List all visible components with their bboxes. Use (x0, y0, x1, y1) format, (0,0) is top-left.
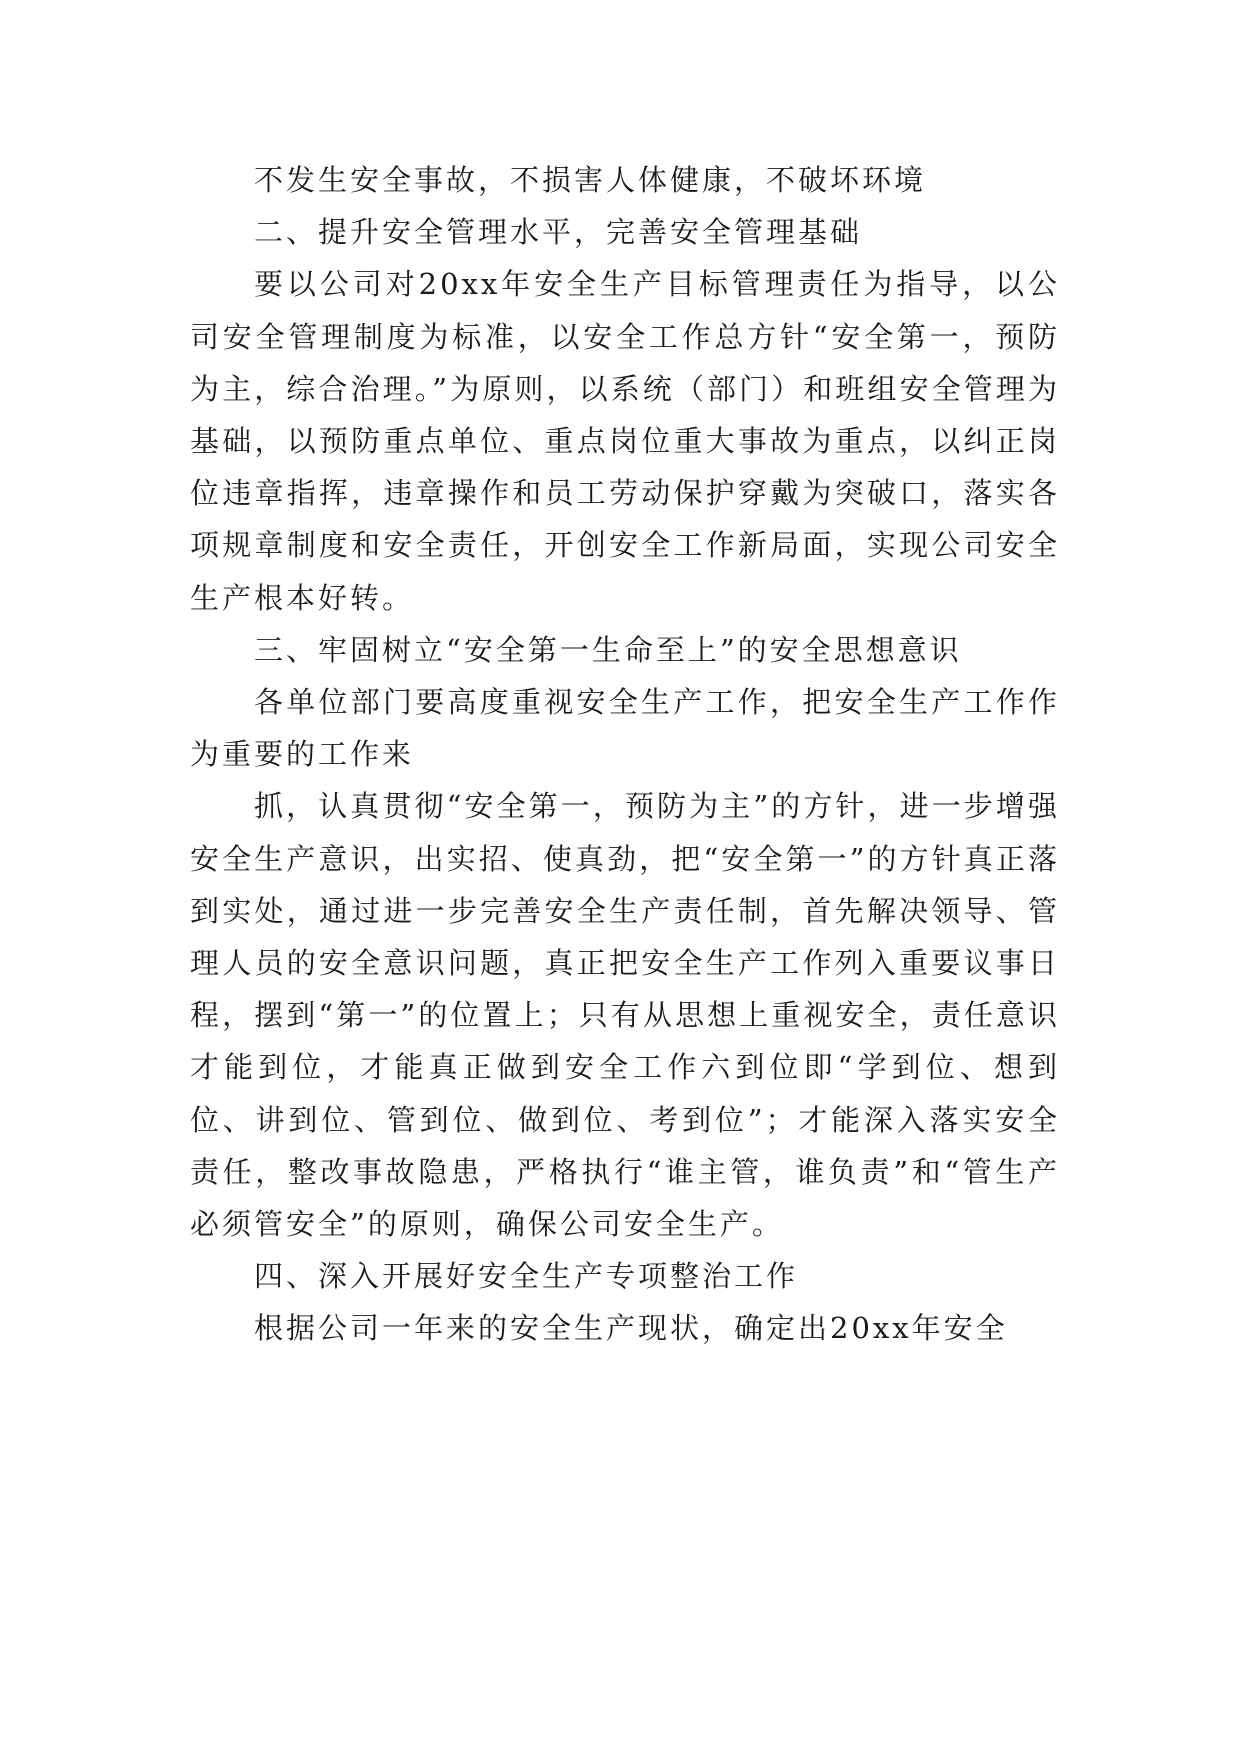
paragraph-5: 各单位部门要高度重视安全生产工作，把安全生产工作作为重要的工作来 (190, 685, 1060, 772)
paragraph-6: 抓，认真贯彻“安全第一，预防为主”的方针，进一步增强安全生产意识，出实招、使真劲，把“安全第一”的方针真正落到实处，通过进一步完善安全生产责任制，首先解决领导、管理人员的安全意识问题，真正把安全生产工作列入重要议事日程，摆到“第一”的位置上；只有从思想上重视安全，责任意识才能到位，才能真正做到安全工作六到位即“学到位、想到位、讲到位、管到位、做到位、考到位”；才能深入落实安全责任，整改事故隐患，严格执行“谁主管，谁负责”和“管生产必须管安全”的原则，确保公司安全生产。 (190, 789, 1060, 1242)
paragraph-3: 要以公司对20xx年安全生产目标管理责任为指导，以公司安全管理制度为标准，以安全工作总方针“安全第一，预防为主，综合治理。”为原则，以系统（部门）和班组安全管理为基础，以预防重点单位、重点岗位重大事故为重点，以纠正岗位违章指挥，违章操作和员工劳动保护穿戴为突破口，落实各项规章制度和安全责任，开创安全工作新局面，实现公司安全生产根本好转。 (190, 267, 1060, 615)
document-body (190, 154, 1060, 1355)
section-heading-2: 二、提升安全管理水平，完善安全管理基础 (254, 215, 863, 250)
section-heading-4: 四、深入开展好安全生产专项整治工作 (254, 1259, 799, 1294)
section-heading-3: 三、牢固树立“安全第一生命至上”的安全思想意识 (254, 632, 962, 667)
paragraph-8: 根据公司一年来的安全生产现状，确定出20xx年安全 (254, 1311, 1008, 1346)
paragraph-1: 不发生安全事故，不损害人体健康，不破坏环境 (254, 163, 927, 197)
